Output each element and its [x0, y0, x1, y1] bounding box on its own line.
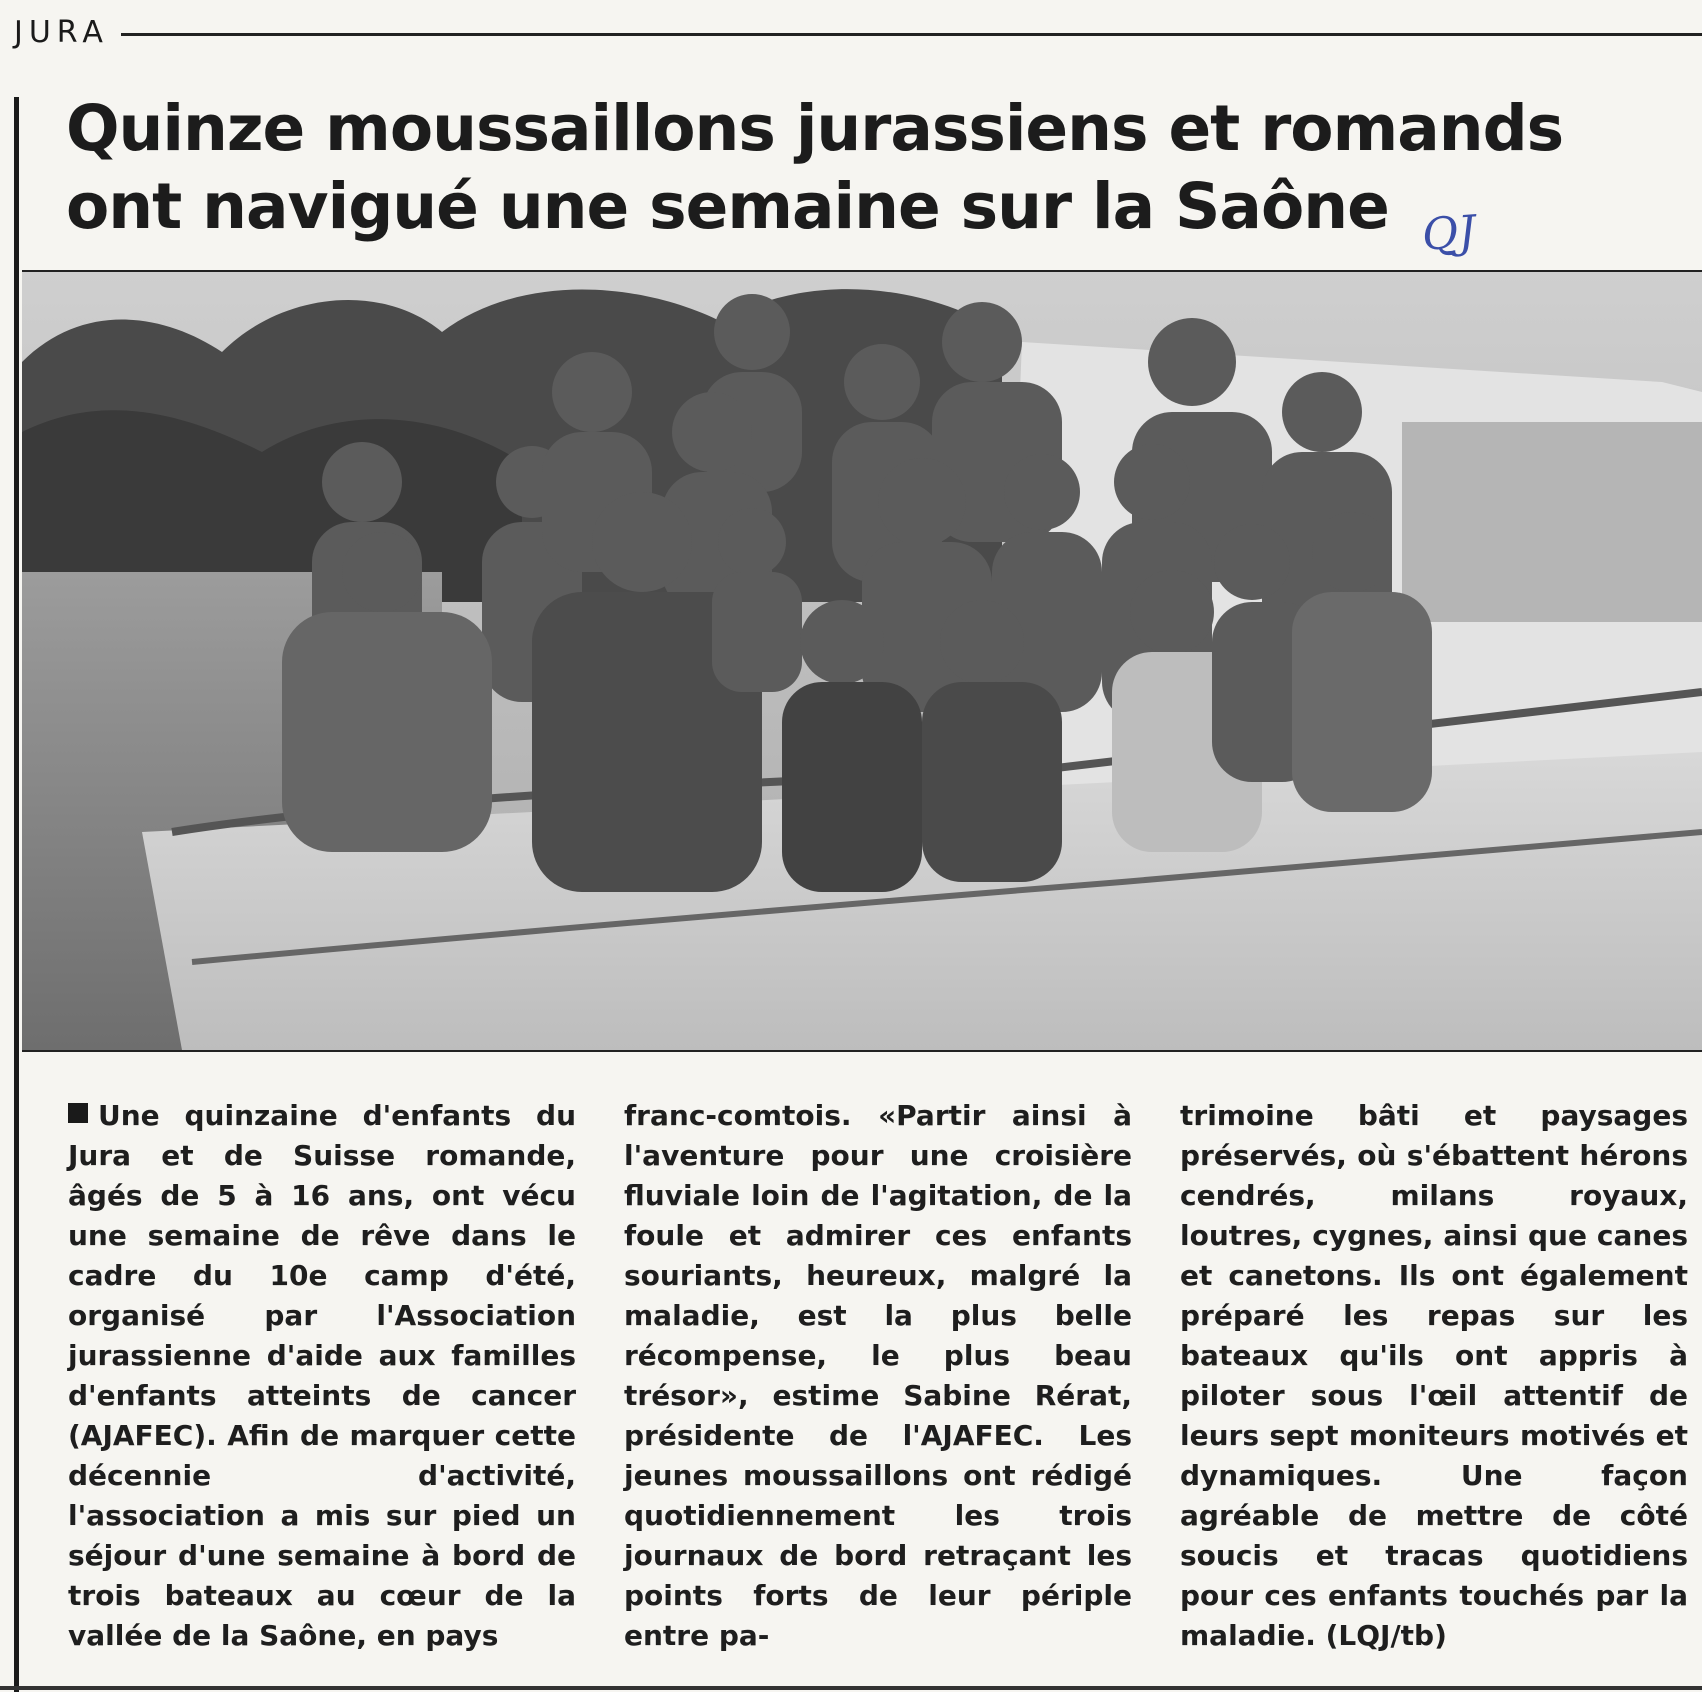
- article-text-1: Une quinzaine d'enfants du Jura et de Suisse romande, âgés de 5 à 16 ans, ont vécu une semaine de rêve dans le cadre du 10e camp d'été, organisé par l'Association jurassienne d'aide aux familles d'enfants atteints de cancer (AJAFEC). Afin de marquer cette décennie d'activité, l'association a mis sur pied un séjour d'une semaine à bord de trois bateaux au cœur de la vallée de la Saône, en pays: [68, 1099, 576, 1652]
- article-column-2: [624, 1096, 1132, 1656]
- section-header: [14, 12, 1702, 52]
- section-rule: [121, 33, 1702, 36]
- article-column-3: [1180, 1096, 1688, 1656]
- handwritten-initials: QJ: [1420, 206, 1478, 261]
- article-paragraph-1: [68, 1096, 576, 1656]
- cabin-window: [1402, 422, 1702, 622]
- group-photo: [22, 270, 1702, 1052]
- article-text-3: trimoine bâti et paysages préservés, où s'ébattent hérons cendrés, milans royaux, loutres, cygnes, ainsi que canes et canetons. Ils ont également préparé les repas sur les bateaux qu'ils ont appris à piloter sous l'œil attentif de leurs sept moniteurs motivés et dynamiques. Une façon agréable de mettre de côté soucis et tracas quotidiens pour ces enfants touchés par la maladie. (LQJ/tb): [1180, 1099, 1688, 1652]
- article-column-1: [68, 1096, 576, 1656]
- lead-square-icon: [68, 1103, 88, 1123]
- headline-line-1: Quinze moussaillons jurassiens et romands: [66, 92, 1564, 165]
- group-photo-illustration: [22, 272, 1702, 1050]
- bottom-rule: [0, 1686, 1702, 1690]
- left-column-rule: [14, 97, 19, 1692]
- section-label: JURA: [14, 14, 109, 50]
- article-body: [68, 1096, 1688, 1656]
- article-text-2: franc-comtois. «Partir ainsi à l'aventure pour une croisière fluviale loin de l'agitation, de la foule et admirer ces enfants souriants, heureux, malgré la maladie, est la plus belle récompense, le plus beau trésor», estime Sabine Rérat, présidente de l'AJAFEC. Les jeunes moussaillons ont rédigé quotidiennement les trois journaux de bord retraçant les points forts de leur périple entre pa-: [624, 1099, 1132, 1652]
- headline-line-2: ont navigué une semaine sur la Saône: [66, 170, 1389, 243]
